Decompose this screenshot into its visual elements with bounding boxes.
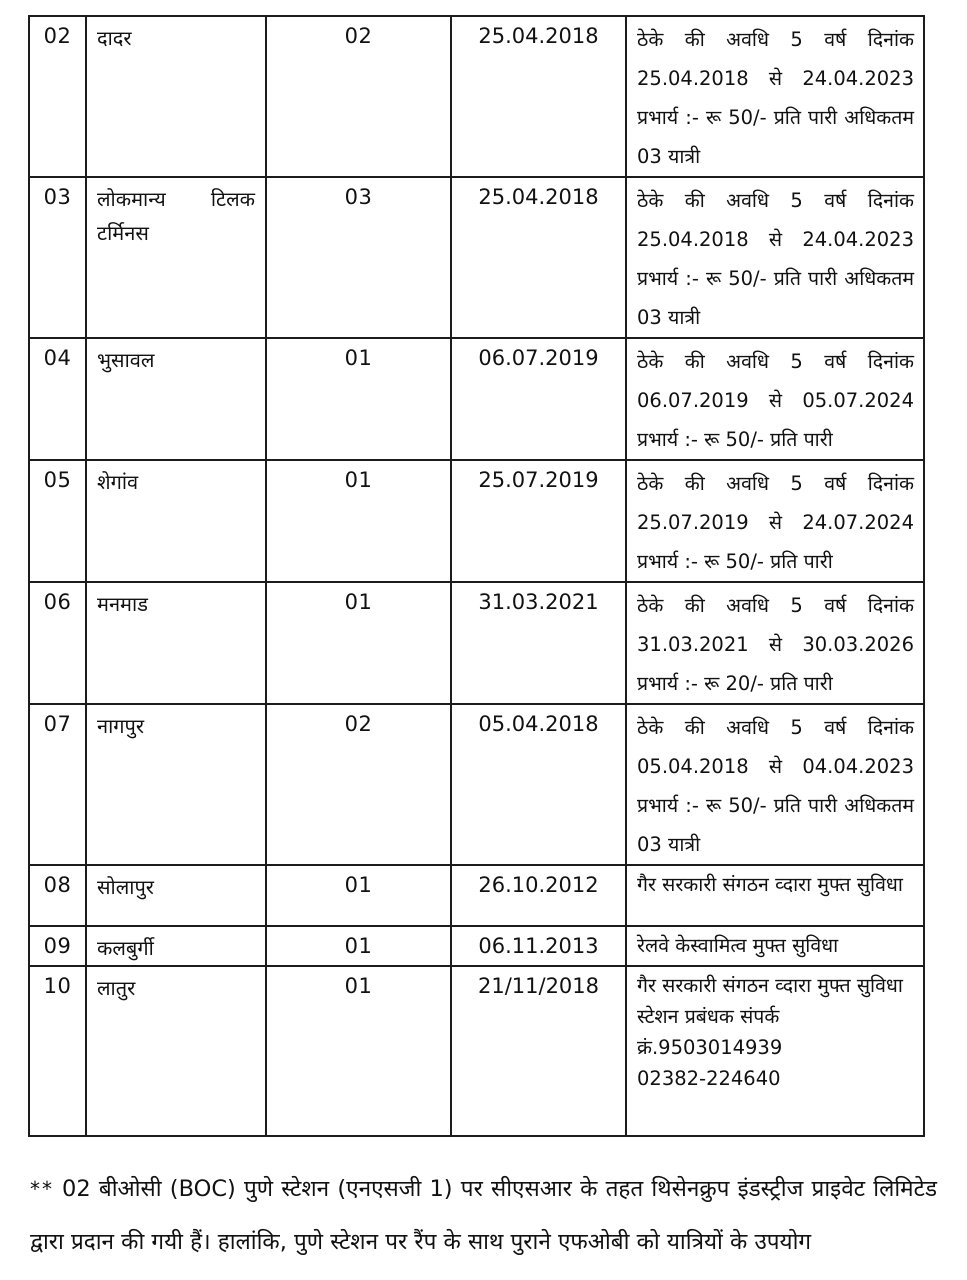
remarks-cell bbox=[626, 865, 924, 926]
stations-table-body bbox=[29, 16, 924, 1136]
count-cell: 01 bbox=[266, 582, 451, 704]
date-cell: 25.04.2018 bbox=[451, 16, 626, 177]
count-cell: 01 bbox=[266, 865, 451, 926]
date-cell: 06.11.2013 bbox=[451, 926, 626, 966]
remark-line: ठेके की अवधि 5 वर्ष दिनांक 31.03.2021 से 30.03.2026 प्रभार्य :- रू 20/- प्रति पारी bbox=[637, 594, 914, 695]
remark-line: ठेके की अवधि 5 वर्ष दिनांक 25.04.2018 से 24.04.2023 प्रभार्य :- रू 50/- प्रति पारी अधिकतम 03 यात्री bbox=[637, 189, 914, 329]
footnote-text: 02 बीओसी (BOC) पुणे स्टेशन (एनएसजी 1) पर सीएसआर के तहत थिसेनक्रुप इंडस्ट्रीज प्राइवेट लिमिटेड द्वारा प्रदान की गयी हैं। हालांकि, पुणे स्टेशन पर रैंप के साथ पुराने एफओबी को यात्रियों के उपयोग bbox=[30, 1176, 937, 1255]
remark-line: गैर सरकारी संगठन व्दारा मुफ्त सुविधा bbox=[637, 974, 903, 997]
serial-cell: 07 bbox=[29, 704, 86, 865]
count-cell: 01 bbox=[266, 338, 451, 460]
serial-cell: 02 bbox=[29, 16, 86, 177]
count-cell: 01 bbox=[266, 966, 451, 1136]
count-cell: 03 bbox=[266, 177, 451, 338]
remarks-cell bbox=[626, 460, 924, 582]
remarks-cell bbox=[626, 966, 924, 1136]
remark-line: ठेके की अवधि 5 वर्ष दिनांक 06.07.2019 से 05.07.2024 प्रभार्य :- रू 50/- प्रति पारी bbox=[637, 350, 914, 451]
date-cell: 25.07.2019 bbox=[451, 460, 626, 582]
table-row bbox=[29, 966, 924, 1136]
serial-cell: 06 bbox=[29, 582, 86, 704]
footnote bbox=[30, 1163, 937, 1269]
station-name-cell: लोकमान्य टिलक टर्मिनस bbox=[86, 177, 266, 338]
station-name-cell: सोलापुर bbox=[86, 865, 266, 926]
date-cell: 25.04.2018 bbox=[451, 177, 626, 338]
count-cell: 01 bbox=[266, 460, 451, 582]
table-row bbox=[29, 926, 924, 966]
serial-cell: 04 bbox=[29, 338, 86, 460]
date-cell: 06.07.2019 bbox=[451, 338, 626, 460]
remarks-cell bbox=[626, 16, 924, 177]
stations-table bbox=[28, 15, 925, 1137]
remark-line: गैर सरकारी संगठन व्दारा मुफ्त सुविधा bbox=[637, 873, 903, 896]
table-row bbox=[29, 460, 924, 582]
remarks-cell bbox=[626, 582, 924, 704]
remark-line: स्टेशन प्रबंधक संपर्क bbox=[637, 1005, 780, 1028]
date-cell: 21/11/2018 bbox=[451, 966, 626, 1136]
serial-cell: 03 bbox=[29, 177, 86, 338]
remark-line: ठेके की अवधि 5 वर्ष दिनांक 25.07.2019 से 24.07.2024 प्रभार्य :- रू 50/- प्रति पारी bbox=[637, 472, 914, 573]
remarks-cell bbox=[626, 704, 924, 865]
station-name-cell: मनमाड bbox=[86, 582, 266, 704]
remark-line: क्रं.9503014939 bbox=[637, 1036, 783, 1059]
date-cell: 26.10.2012 bbox=[451, 865, 626, 926]
station-name-cell: भुसावल bbox=[86, 338, 266, 460]
table-row bbox=[29, 338, 924, 460]
table-row bbox=[29, 177, 924, 338]
table-row bbox=[29, 582, 924, 704]
date-cell: 05.04.2018 bbox=[451, 704, 626, 865]
remark-line: 02382-224640 bbox=[637, 1067, 781, 1090]
station-name-cell: दादर bbox=[86, 16, 266, 177]
remarks-cell bbox=[626, 338, 924, 460]
station-name-cell: कलबुर्गी bbox=[86, 926, 266, 966]
station-name-cell: लातुर bbox=[86, 966, 266, 1136]
count-cell: 01 bbox=[266, 926, 451, 966]
count-cell: 02 bbox=[266, 16, 451, 177]
station-name-cell: नागपुर bbox=[86, 704, 266, 865]
remarks-cell bbox=[626, 926, 924, 966]
date-cell: 31.03.2021 bbox=[451, 582, 626, 704]
table-row bbox=[29, 865, 924, 926]
serial-cell: 05 bbox=[29, 460, 86, 582]
remark-line: रेलवे केस्वामित्व मुफ्त सुविधा bbox=[637, 934, 839, 957]
station-name-cell: शेगांव bbox=[86, 460, 266, 582]
footnote-marker: ** bbox=[30, 1177, 54, 1201]
remark-line: ठेके की अवधि 5 वर्ष दिनांक 05.04.2018 से 04.04.2023 प्रभार्य :- रू 50/- प्रति पारी अधिकतम 03 यात्री bbox=[637, 716, 914, 856]
remarks-cell bbox=[626, 177, 924, 338]
table-row bbox=[29, 704, 924, 865]
serial-cell: 08 bbox=[29, 865, 86, 926]
remark-line: ठेके की अवधि 5 वर्ष दिनांक 25.04.2018 से 24.04.2023 प्रभार्य :- रू 50/- प्रति पारी अधिकतम 03 यात्री bbox=[637, 28, 914, 168]
count-cell: 02 bbox=[266, 704, 451, 865]
table-row bbox=[29, 16, 924, 177]
serial-cell: 10 bbox=[29, 966, 86, 1136]
serial-cell: 09 bbox=[29, 926, 86, 966]
